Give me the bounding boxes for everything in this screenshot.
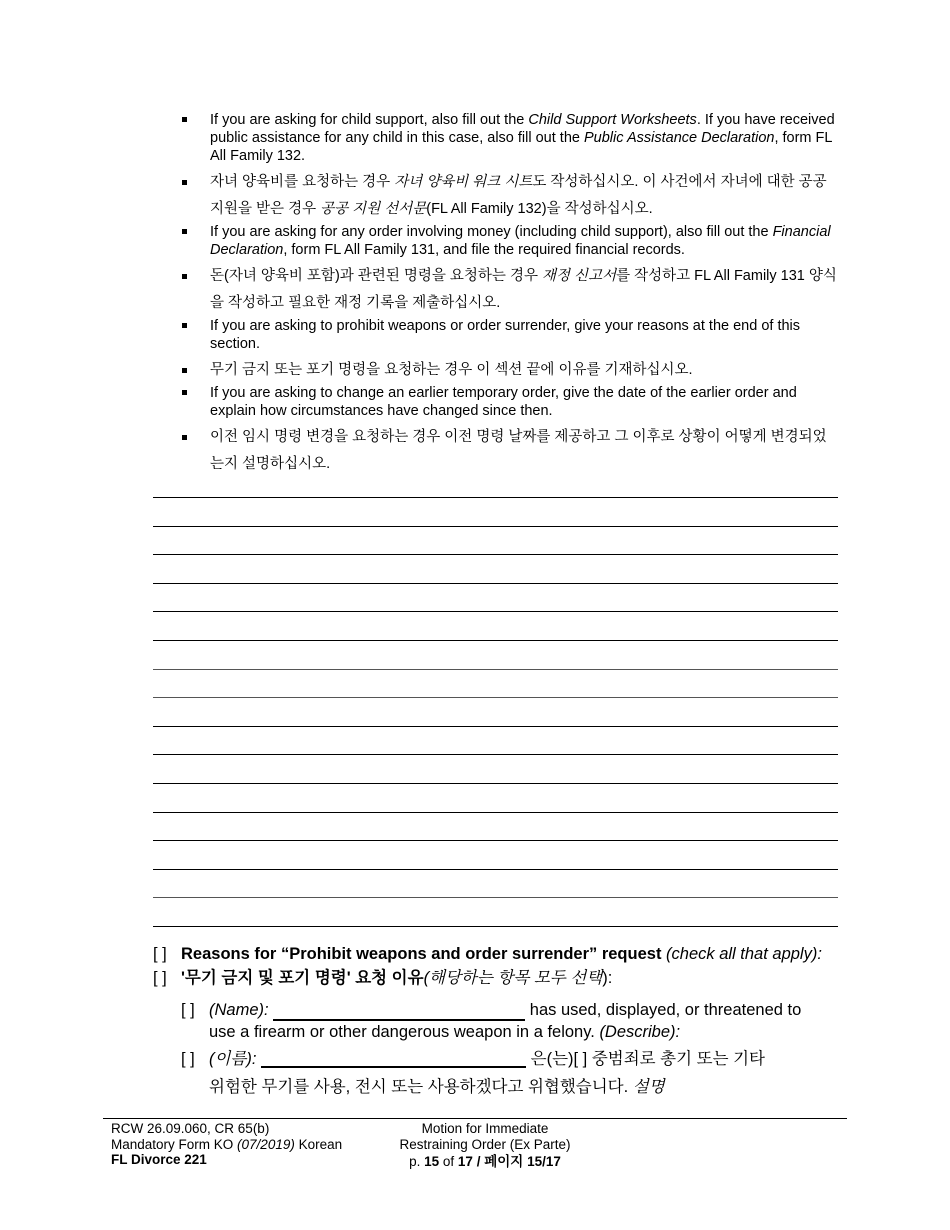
writing-line[interactable] bbox=[153, 697, 838, 698]
instruction-money-ko: 돈(자녀 양육비 포함)과 관련된 명령을 요청하는 경우 재정 신고서를 작성하고 FL All Family 131 양식을 작성하고 필요한 재정 기록을 제출하십시오. bbox=[180, 263, 840, 317]
writing-line[interactable] bbox=[153, 897, 838, 898]
felony-ko-checkbox[interactable]: [ ] bbox=[181, 1050, 195, 1068]
reasons-checkbox[interactable]: [ ] bbox=[153, 945, 167, 963]
reason-felony-ko: [ ] (이름): 은(는)[ ] 중범죄로 총기 또는 기타 위험한 무기를 사용, 전시 또는 사용하겠다고 위협했습니다. 설명 bbox=[181, 1045, 853, 1101]
reasons-heading-en: [ ] Reasons for “Prohibit weapons and order surrender” request (check all that apply): bbox=[153, 945, 822, 963]
writing-line[interactable] bbox=[153, 840, 838, 841]
writing-line[interactable] bbox=[153, 526, 838, 527]
weapons-reasons-section bbox=[153, 943, 853, 1101]
footer-form-title: Motion for Immediate Restraining Order (Ex Parte) p. 15 of 17 / 페이지 15/17 bbox=[385, 1121, 585, 1170]
writing-lines[interactable] bbox=[153, 497, 838, 955]
instruction-weapons-en: If you are asking to prohibit weapons or order surrender, give your reasons at the end of this section. bbox=[180, 317, 840, 353]
footer-form-info: RCW 26.09.060, CR 65(b) Mandatory Form KO (07/2019) Korean FL Divorce 221 bbox=[111, 1121, 343, 1167]
page-number: p. 15 of 17 / 페이지 15/17 bbox=[409, 1154, 561, 1169]
instruction-money-en: If you are asking for any order involving money (including child support), also fill out the Financial Declaration, form FL All Family 131, and file the required financial records. bbox=[180, 223, 840, 259]
instruction-child-support-en: If you are asking for child support, also fill out the Child Support Worksheets. If you have received public assistance for any child in this case, also fill out the Public Assistance Declaration, form FL All Family 132. bbox=[180, 111, 840, 165]
reason-felony-en: [ ] (Name): has used, displayed, or threatened to use a firearm or other dangerous weapon in a felony. (Describe): bbox=[181, 1001, 802, 1041]
writing-line[interactable] bbox=[153, 611, 838, 612]
writing-line[interactable] bbox=[153, 497, 838, 498]
bullet-square-icon bbox=[182, 435, 187, 440]
writing-line[interactable] bbox=[153, 554, 838, 555]
writing-line[interactable] bbox=[153, 726, 838, 727]
felony-checkbox[interactable]: [ ] bbox=[181, 1001, 195, 1019]
instruction-child-support-ko: 자녀 양육비를 요청하는 경우 자녀 양육비 워크 시트도 작성하십시오. 이 사건에서 자녀에 대한 공공 지원을 받은 경우 공공 지원 선서문(FL All Family 132)을 작성하십시오. bbox=[180, 169, 840, 223]
bullet-square-icon bbox=[182, 323, 187, 328]
writing-line[interactable] bbox=[153, 783, 838, 784]
name-ko-field[interactable] bbox=[261, 1066, 526, 1068]
reasons-heading-ko: [ ] '무기 금지 및 포기 명령' 요청 이유(해당하는 항목 모두 선택): bbox=[153, 969, 613, 987]
bullet-square-icon bbox=[182, 274, 187, 279]
writing-line[interactable] bbox=[153, 812, 838, 813]
writing-line[interactable] bbox=[153, 669, 838, 670]
bullet-square-icon bbox=[182, 180, 187, 185]
bullet-square-icon bbox=[182, 390, 187, 395]
bullet-square-icon bbox=[182, 117, 187, 122]
bullet-square-icon bbox=[182, 229, 187, 234]
writing-line[interactable] bbox=[153, 640, 838, 641]
writing-line[interactable] bbox=[153, 754, 838, 755]
writing-line[interactable] bbox=[153, 926, 838, 927]
instruction-change-order-en: If you are asking to change an earlier temporary order, give the date of the earlier order and explain how circumstances have changed since then. bbox=[180, 384, 840, 420]
writing-line[interactable] bbox=[153, 869, 838, 870]
footer-form-line: Mandatory Form KO (07/2019) Korean bbox=[111, 1136, 343, 1152]
instruction-list bbox=[180, 111, 840, 478]
writing-line[interactable] bbox=[153, 583, 838, 584]
reasons-ko-checkbox[interactable]: [ ] bbox=[153, 969, 167, 987]
footer-divider bbox=[103, 1118, 847, 1119]
instruction-weapons-ko: 무기 금지 또는 포기 명령을 요청하는 경우 이 섹션 끝에 이유를 기재하십시오. bbox=[180, 357, 840, 384]
instruction-change-order-ko: 이전 임시 명령 변경을 요청하는 경우 이전 명령 날짜를 제공하고 그 이후로 상황이 어떻게 변경되었는지 설명하십시오. bbox=[180, 424, 840, 478]
bullet-square-icon bbox=[182, 368, 187, 373]
